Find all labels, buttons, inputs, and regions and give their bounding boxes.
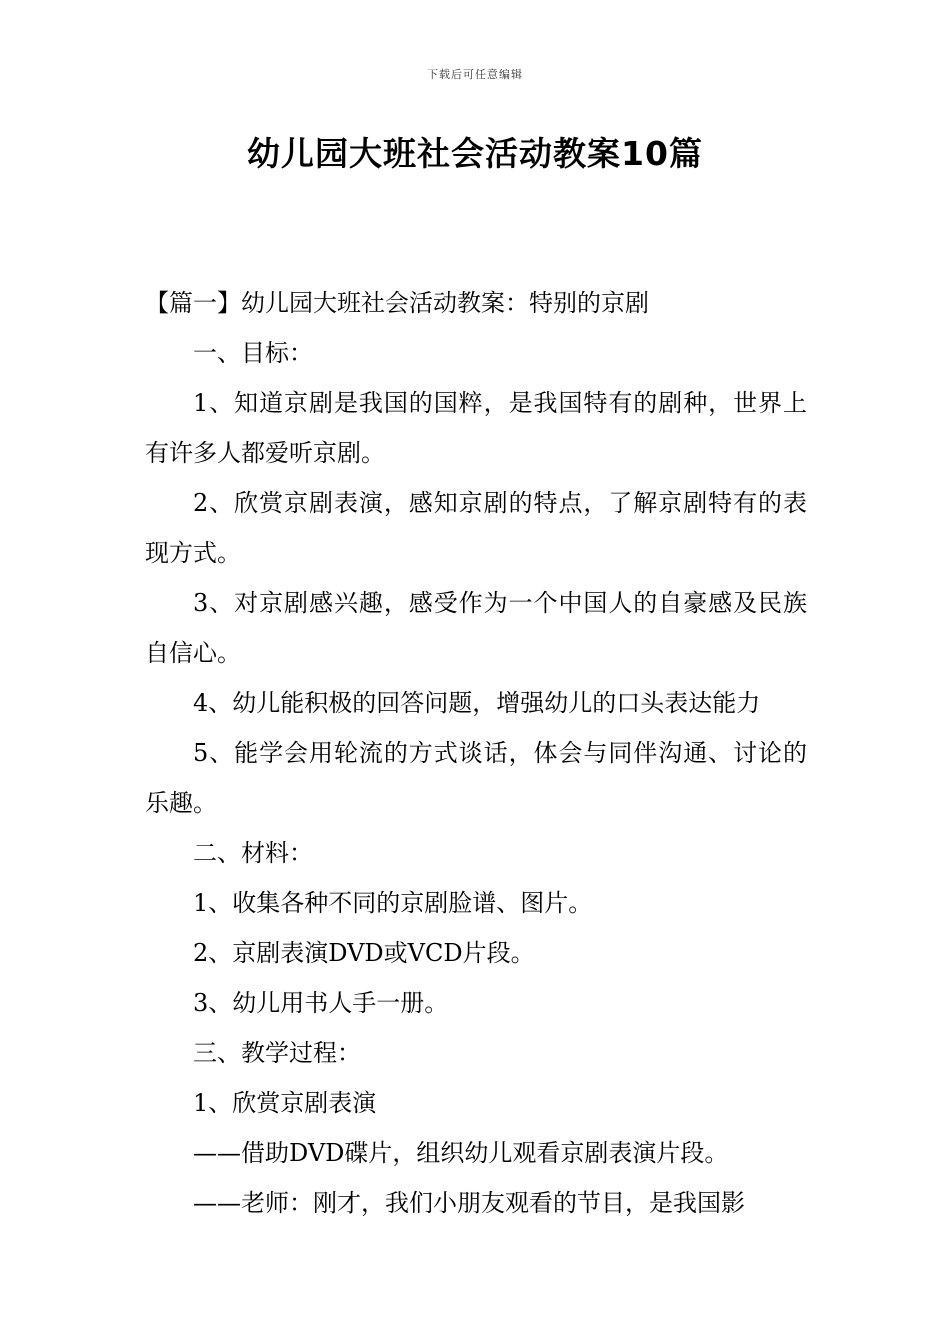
- paragraph: 3、幼儿用书人手一册。: [193, 989, 449, 1017]
- paragraph: 三、教学过程：: [193, 1039, 361, 1067]
- paragraph: 1、欣赏京剧表演: [193, 1089, 377, 1117]
- document-body: [145, 278, 807, 1228]
- paragraph: 2、欣赏京剧表演，感知京剧的特点，了解京剧特有的表现方式。: [145, 489, 807, 567]
- paragraph: ——借助DVD碟片，组织幼儿观看京剧表演片段。: [193, 1139, 729, 1167]
- paragraph: 1、收集各种不同的京剧脸谱、图片。: [193, 889, 593, 917]
- header-note: 下载后可任意编辑: [427, 68, 523, 81]
- paragraph: ——老师：刚才，我们小朋友观看的节目，是我国影: [193, 1189, 745, 1217]
- paragraph: 【篇一】幼儿园大班社会活动教案：特别的京剧: [145, 289, 649, 317]
- paragraph: 二、材料：: [193, 839, 313, 867]
- paragraph: 一、目标：: [193, 339, 313, 367]
- paragraph: 5、能学会用轮流的方式谈话，体会与同伴沟通、讨论的乐趣。: [145, 739, 807, 817]
- document-title: 幼儿园大班社会活动教案10篇: [247, 134, 703, 173]
- paragraph: 1、知道京剧是我国的国粹，是我国特有的剧种，世界上有许多人都爱听京剧。: [145, 389, 807, 467]
- paragraph: 3、对京剧感兴趣，感受作为一个中国人的自豪感及民族自信心。: [145, 589, 807, 667]
- paragraph: 2、京剧表演DVD或VCD片段。: [193, 939, 535, 967]
- paragraph: 4、幼儿能积极的回答问题，增强幼儿的口头表达能力: [193, 689, 761, 717]
